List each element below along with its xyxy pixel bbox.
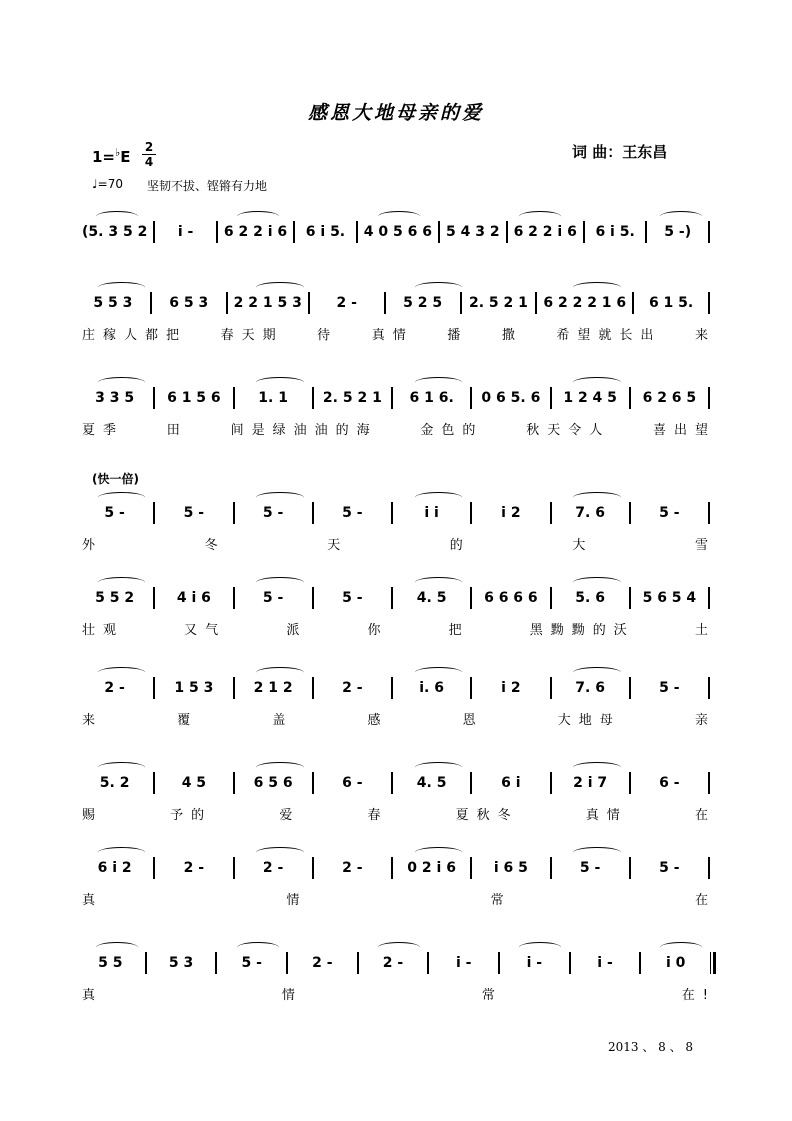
lyric: 夏秋冬 <box>455 808 519 823</box>
bar-line <box>470 502 472 524</box>
measure: 4 0 5 6 6 <box>363 224 432 240</box>
lyrics-line <box>82 984 716 1003</box>
bar-line <box>233 502 235 524</box>
lyric: 在 <box>694 893 716 908</box>
bar-line <box>708 587 710 609</box>
measure: 5 - <box>262 505 284 521</box>
score-row <box>0 500 792 570</box>
measure: 5 5 3 <box>93 295 133 311</box>
measure: i 2 <box>501 505 521 521</box>
bar-line <box>470 387 472 409</box>
lyric: 喜出望 <box>652 423 716 438</box>
slur-arc <box>256 667 304 678</box>
measure: i. 6 <box>419 680 444 696</box>
bar-line <box>153 502 155 524</box>
score-row <box>0 385 792 455</box>
bar-line <box>632 292 634 314</box>
bar-line <box>391 857 393 879</box>
measure: 5 - <box>579 860 601 876</box>
lyric: 来 <box>694 328 716 343</box>
key-signature <box>92 146 130 166</box>
lyric: 春天期 <box>220 328 284 343</box>
bar-line <box>308 292 310 314</box>
lyric: 春 <box>367 808 389 823</box>
measure: 5 - <box>241 955 262 971</box>
lyric: 覆 <box>177 713 199 728</box>
measure: 0 2 i 6 <box>407 860 456 876</box>
slur-arc <box>96 942 138 953</box>
bar-line <box>550 387 552 409</box>
score-row <box>0 290 792 360</box>
bar-line <box>384 292 386 314</box>
lyric: 壮观 <box>82 623 125 638</box>
time-signature <box>142 141 156 168</box>
bar-line <box>216 221 218 243</box>
lyric: 大 <box>572 538 594 553</box>
lyric: 雪 <box>694 538 716 553</box>
lyrics-line <box>82 804 716 823</box>
meter-bottom: 4 <box>144 155 154 169</box>
bar-line <box>312 387 314 409</box>
notes-line <box>82 675 716 701</box>
measure: 2 - <box>104 680 125 696</box>
lyric: 真情 <box>585 808 628 823</box>
meter-top: 2 <box>144 140 154 154</box>
bar-line <box>153 772 155 794</box>
bar-line <box>391 677 393 699</box>
bar-line <box>153 221 155 243</box>
date-stamp: 2013 、 8 、 8 <box>608 1040 694 1054</box>
lyric: 常 <box>481 988 503 1003</box>
measure: 4. 5 <box>416 590 447 606</box>
measure: 4 5 <box>181 775 207 791</box>
bar-line <box>645 221 647 243</box>
score-row <box>0 855 792 925</box>
lyrics-line <box>82 889 716 908</box>
bar-line <box>215 952 217 974</box>
measure: i i <box>424 505 439 521</box>
bar-line <box>629 587 631 609</box>
measure: 2 i 7 <box>573 775 608 791</box>
slur-arc <box>573 377 621 388</box>
bar-line <box>233 677 235 699</box>
bar-line <box>427 952 429 974</box>
bar-line <box>391 387 393 409</box>
lyric: 黑黝黝的沃 <box>529 623 635 638</box>
bar-line <box>708 857 710 879</box>
bar-line <box>153 387 155 409</box>
bar-line <box>708 677 710 699</box>
measure: 5 5 2 <box>95 590 135 606</box>
bar-line <box>550 857 552 879</box>
measure: 2 - <box>342 860 363 876</box>
measure: 5 5 <box>98 955 123 971</box>
notes-line <box>82 585 716 611</box>
measure: 5 -) <box>664 224 692 240</box>
flat-symbol: ♭ <box>115 146 121 159</box>
slur-arc <box>98 667 146 678</box>
bar-line <box>233 387 235 409</box>
lyric: 情 <box>286 893 308 908</box>
lyric: 恩 <box>462 713 484 728</box>
measure: 2 - <box>382 955 404 971</box>
lyrics-line <box>82 619 716 638</box>
lyrics-line <box>82 709 716 728</box>
bar-line <box>153 857 155 879</box>
measure: 5 - <box>659 860 680 876</box>
lyric: 外 <box>82 538 104 553</box>
slur-arc <box>573 492 621 503</box>
measure: 5 - <box>342 505 363 521</box>
bar-line <box>153 677 155 699</box>
lyric: 你 <box>367 623 389 638</box>
bar-line <box>550 587 552 609</box>
lyric: 感 <box>367 713 389 728</box>
slur-arc <box>98 377 146 388</box>
bar-line <box>470 587 472 609</box>
measure: 5 - <box>262 590 284 606</box>
measure: 2 - <box>183 860 205 876</box>
measure: 6 i <box>501 775 521 791</box>
bar-line <box>153 587 155 609</box>
bar-line <box>145 952 147 974</box>
bar-line <box>629 502 631 524</box>
bar-line <box>708 221 710 243</box>
lyric: 撒 <box>501 328 523 343</box>
lyric: 常 <box>490 893 512 908</box>
notes-line <box>82 290 716 316</box>
slur-arc <box>415 762 463 773</box>
slur-arc <box>519 211 561 222</box>
slur-arc <box>415 577 463 588</box>
bar-line <box>150 292 152 314</box>
slur-arc <box>96 211 138 222</box>
lyric: 把 <box>448 623 470 638</box>
lyric: 金色的 <box>420 423 484 438</box>
bar-line <box>286 952 288 974</box>
score-row <box>0 950 792 1020</box>
slur-arc <box>256 577 304 588</box>
bar-line <box>629 387 631 409</box>
score-row <box>0 770 792 840</box>
bar-line <box>233 857 235 879</box>
measure: 5 - <box>342 590 363 606</box>
bar-line <box>550 677 552 699</box>
slur-arc <box>415 282 463 293</box>
measure: 5 3 <box>168 955 194 971</box>
measure: 5 4 3 2 <box>445 224 500 240</box>
measure: 7. 6 <box>575 680 605 696</box>
lyrics-line <box>82 324 716 343</box>
bar-line <box>438 221 440 243</box>
lyric: 真 <box>82 988 104 1003</box>
bar-line <box>312 857 314 879</box>
measure: 0 6 5. 6 <box>481 390 541 406</box>
slur-arc <box>573 762 621 773</box>
lyric: 在! <box>681 988 716 1003</box>
measure: 6 i 5. <box>595 224 635 240</box>
expression-marking: 坚韧不拔、铿锵有力地 <box>147 179 268 193</box>
lyric: 亲 <box>694 713 716 728</box>
bar-line <box>312 772 314 794</box>
bar-line <box>312 587 314 609</box>
lyric: 希望就长出 <box>556 328 662 343</box>
lyric: 待 <box>317 328 339 343</box>
measure: 5. 6 <box>575 590 605 606</box>
lyric: 播 <box>447 328 469 343</box>
bar-line <box>391 502 393 524</box>
lyric: 真情 <box>371 328 414 343</box>
lyric: 情 <box>281 988 303 1003</box>
measure: 5. 2 <box>99 775 130 791</box>
measure: 2 1 2 <box>253 680 293 696</box>
lyric: 真 <box>82 893 104 908</box>
measure: 5 - <box>104 505 125 521</box>
bar-line <box>708 387 710 409</box>
bar-line <box>639 952 641 974</box>
bar-line <box>550 502 552 524</box>
measure: 2 - <box>342 680 363 696</box>
bar-line <box>233 772 235 794</box>
lyric: 秋天令人 <box>526 423 611 438</box>
notes-line <box>82 500 716 526</box>
measure: 6 2 2 i 6 <box>223 224 288 240</box>
key-label: 1= <box>92 148 116 166</box>
bar-line <box>708 502 710 524</box>
bar-line <box>506 221 508 243</box>
slur-arc <box>415 492 463 503</box>
bar-line <box>550 772 552 794</box>
bar-line <box>391 587 393 609</box>
lyric: 田 <box>166 423 188 438</box>
song-title: 感恩大地母亲的爱 <box>307 102 484 124</box>
score-row <box>0 585 792 655</box>
measure: i 6 5 <box>493 860 528 876</box>
slur-arc <box>98 847 146 858</box>
measure: 6 5 3 <box>169 295 209 311</box>
measure: 5 6 5 4 <box>642 590 697 606</box>
measure: 6 i 5. <box>305 224 346 240</box>
notes-line <box>82 219 716 245</box>
slur-arc <box>573 577 621 588</box>
slur-arc <box>256 282 304 293</box>
measure: 6 2 6 5 <box>642 390 697 406</box>
lyric: 又气 <box>184 623 227 638</box>
bar-line <box>312 677 314 699</box>
slur-arc <box>378 942 420 953</box>
lyric: 的 <box>449 538 471 553</box>
slur-arc <box>237 211 279 222</box>
bar-line <box>312 502 314 524</box>
lyric: 派 <box>286 623 308 638</box>
lyric: 冬 <box>204 538 226 553</box>
measure: (5. 3 5 2 <box>82 224 148 240</box>
tempo-marking: ♩=70 <box>92 177 123 191</box>
measure: 1 2 4 5 <box>563 390 617 406</box>
slur-arc <box>519 942 561 953</box>
bar-line <box>391 772 393 794</box>
lyrics-line <box>82 534 716 553</box>
slur-arc <box>573 847 621 858</box>
lyric: 赐 <box>82 808 104 823</box>
slur-arc <box>256 762 304 773</box>
bar-line <box>569 952 571 974</box>
measure: 7. 6 <box>575 505 605 521</box>
slur-arc <box>573 282 621 293</box>
measure: 2 2 1 5 3 <box>233 295 302 311</box>
lyric: 来 <box>82 713 104 728</box>
lyric: 庄稼人都把 <box>82 328 188 343</box>
measure: 6 2 2 2 1 6 <box>543 295 627 311</box>
lyric: 夏季 <box>82 423 125 438</box>
measure: 6 2 2 i 6 <box>513 224 577 240</box>
slur-arc <box>573 667 621 678</box>
measure: 6 5 6 <box>253 775 293 791</box>
measure: 5 2 5 <box>403 295 443 311</box>
measure: 6 1 6. <box>409 390 454 406</box>
measure: 5 - <box>659 505 680 521</box>
measure: i 2 <box>501 680 521 696</box>
measure: 6 i 2 <box>97 860 132 876</box>
slur-arc <box>256 847 304 858</box>
lyric: 盖 <box>272 713 294 728</box>
slur-arc <box>415 377 463 388</box>
lyrics-line <box>82 419 716 438</box>
bar-line <box>498 952 500 974</box>
slur-arc <box>237 942 279 953</box>
measure: 6 1 5. <box>648 295 694 311</box>
measure: 6 - <box>659 775 680 791</box>
measure: 1. 1 <box>258 390 288 406</box>
bar-line <box>470 857 472 879</box>
key-note: E <box>120 148 131 166</box>
measure: 1 5 3 <box>174 680 214 696</box>
slur-arc <box>256 377 304 388</box>
measure: 2. 5 2 1 <box>468 295 528 311</box>
measure: 6 - <box>342 775 363 791</box>
measure: 6 6 6 6 <box>484 590 538 606</box>
bar-line <box>708 292 710 314</box>
score-row <box>0 675 792 745</box>
slur-arc <box>415 667 463 678</box>
score-row <box>0 219 792 289</box>
bar-line <box>629 772 631 794</box>
measure: 5 - <box>659 680 680 696</box>
bar-line <box>357 952 359 974</box>
lyric: 土 <box>694 623 716 638</box>
bar-line <box>233 587 235 609</box>
measure: 3 3 5 <box>95 390 135 406</box>
slur-arc <box>98 492 146 503</box>
bar-line <box>356 221 358 243</box>
bar-line <box>629 677 631 699</box>
bar-line <box>293 221 295 243</box>
bar-line <box>629 857 631 879</box>
bar-line <box>460 292 462 314</box>
measure: 5 - <box>183 505 205 521</box>
measure: 2. 5 2 1 <box>322 390 382 406</box>
measure: i - <box>597 955 613 971</box>
bar-line <box>710 952 716 974</box>
lyric: 予的 <box>170 808 213 823</box>
lyric: 间是绿油油的海 <box>230 423 378 438</box>
author-credit: 词 曲：王东昌 <box>572 143 668 161</box>
tempo-change-marking: (快一倍) <box>92 472 139 486</box>
measure: i - <box>455 955 472 971</box>
lyric: 爱 <box>279 808 301 823</box>
slur-arc <box>660 211 702 222</box>
measure: i - <box>177 224 194 240</box>
slur-arc <box>415 847 463 858</box>
measure: 4. 5 <box>416 775 447 791</box>
notes-line <box>82 950 716 976</box>
bar-line <box>226 292 228 314</box>
bar-line <box>470 677 472 699</box>
measure: 2 - <box>336 295 357 311</box>
bar-line <box>583 221 585 243</box>
measure: i 0 <box>666 955 686 971</box>
notes-line <box>82 770 716 796</box>
measure: 2 - <box>312 955 333 971</box>
measure: i - <box>526 955 543 971</box>
bar-line <box>470 772 472 794</box>
slur-arc <box>378 211 420 222</box>
measure: 4 i 6 <box>176 590 211 606</box>
bar-line <box>708 772 710 794</box>
measure: 2 - <box>262 860 284 876</box>
lyric: 在 <box>694 808 716 823</box>
slur-arc <box>98 577 146 588</box>
lyric: 大地母 <box>557 713 621 728</box>
slur-arc <box>256 492 304 503</box>
lyric: 天 <box>327 538 349 553</box>
notes-line <box>82 385 716 411</box>
measure: 6 1 5 6 <box>167 390 221 406</box>
notes-line <box>82 855 716 881</box>
slur-arc <box>98 762 146 773</box>
slur-arc <box>660 942 702 953</box>
slur-arc <box>98 282 146 293</box>
bar-line <box>535 292 537 314</box>
